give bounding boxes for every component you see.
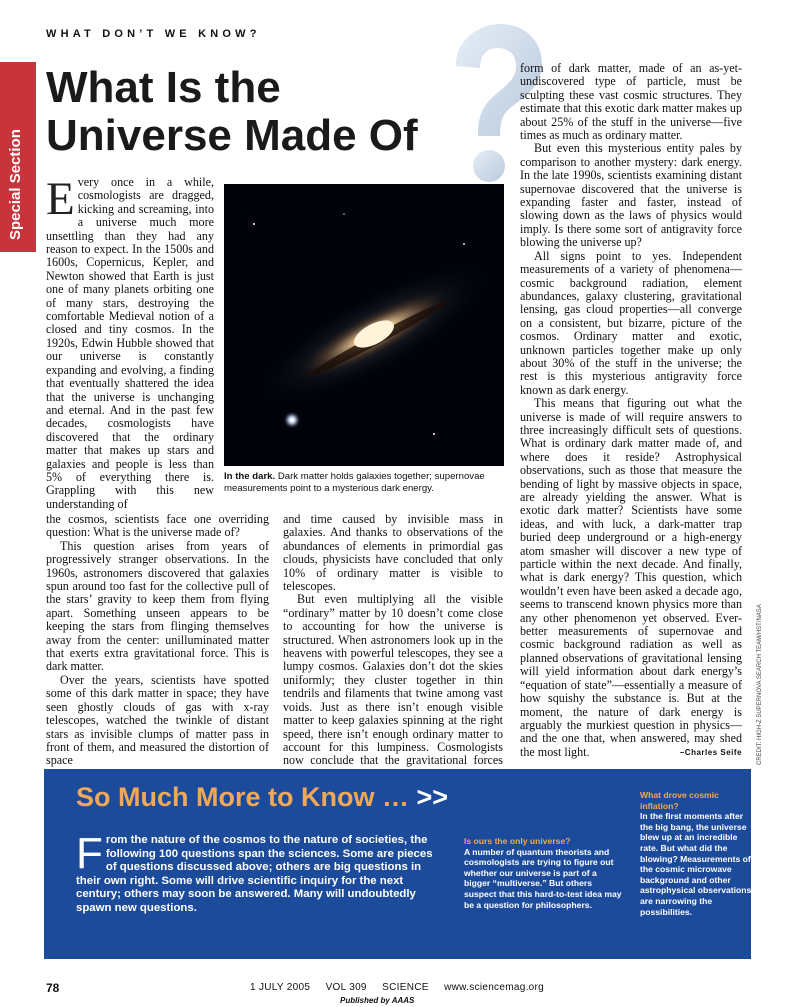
- galaxy-photo: [224, 184, 504, 466]
- paragraph: Over the years, scientists have spotted some of this dark matter in space; they have seen ghostly clouds of gas with x-ray telescopes, watched the twinkle of distant stars as invisible clumps of matter pass in front of them, and measured the distortion of space: [46, 672, 269, 768]
- article-column-1-bottom: [46, 513, 269, 768]
- paragraph: This question arises from years of progressively stranger observations. In the 1960s, astronomers discovered that galaxies spun around too fast for the collective pull of the stars’ gravity to keep them from flying apart. Something unseen appears to be keeping the stars from flinging themselves away from the center: unilluminated matter that exerts extra gravitational force. This is dark matter.: [46, 538, 269, 674]
- publisher-line: Published by AAAS: [340, 996, 415, 1005]
- paragraph: But even multiplying all the visible “ordinary” matter by 10 doesn’t come close to accounting for how the universe is structured. When astronomers look up in the heavens with powerful telescopes, they see a lumpy cosmos. Galaxies don’t dot the skies uniformly; they cluster together in thin tendrils and filaments that twine among vast voids. Just as there isn’t enough visible matter to keep galaxies spinning at the right speed, there isn’t enough ordinary matter to account for this lumpiness. Cosmologists now conclude that the gravitational forces: [283, 592, 503, 768]
- galaxy-image: [224, 184, 504, 466]
- paragraph: and time caused by invisible mass in galaxies. And thanks to observations of the abundances of elements in primordial gas clouds, physicists have concluded that only 10% of ordinary matter is visible to telescopes.: [283, 512, 503, 594]
- question-box-only-universe: [464, 836, 624, 910]
- special-section-tab: [0, 62, 36, 252]
- caption-lead: In the dark.: [224, 471, 276, 482]
- banner-intro-text: rom the nature of the cosmos to the nature of societies, the following 100 questions span the sciences. Some are pieces of questions discussed above; others are big questions in their own right. Some will drive scientific inquiry for the next century; others may soon be answered. Many will undoubtedly spawn new questions.: [76, 834, 433, 914]
- banner-drop-cap: F: [76, 829, 103, 878]
- paragraph: But even this mysterious entity pales by comparison to another mystery: dark energy. In the late 1990s, scientists examining distant supernovae discovered that the universe is expanding faster and faster, instead of slowing down as the laws of physics would imply. Is there some sort of antigravity force blowing the universe up?: [520, 141, 742, 250]
- drop-cap: E: [46, 173, 75, 225]
- banner-heading-text: So Much More to Know …: [76, 782, 409, 812]
- question-box-cosmic-inflation: [640, 790, 752, 917]
- paragraph: very once in a while, cosmologists are dragged, kicking and screaming, into a universe much more unsettling than they had any reason to expect. In the 1500s and 1600s, Copernicus, Kepler, and Newton showed that Earth is just one of many planets orbiting one of many stars, destroying the comfortable Medieval notion of a closed and tiny cosmos. In the 1920s, Edwin Hubble showed that our universe is constantly expanding and evolving, a finding that eventually shattered the idea that the universe is unchanging and eternal. And in the past few decades, cosmologists have discovered that the ordinary matter that makes up stars and galaxies and people is less than 5% of everything there is. Grappling with this new understanding of: [46, 175, 214, 511]
- question-text: In the first moments after the big bang, the universe blew up at an incredible rate. But what did the blowing? Measurements of the cosmic microwave background and other astrophysical observations are narrowing the possibilities.: [640, 811, 752, 917]
- double-arrow-icon: >>: [416, 782, 449, 812]
- caption-text: Dark matter holds galaxies together; supernovae measurements point to a mysterious dark energy.: [224, 471, 485, 494]
- banner-heading: [76, 782, 448, 813]
- article-column-2: [283, 513, 503, 781]
- paragraph: form of dark matter, made of an as-yet-undiscovered type of particle, must be sculpting these vast cosmic structures. They estimate that this exotic dark matter makes up about 25% of the stuff in the universe—five times as much as ordinary matter.: [520, 61, 742, 143]
- question-text: A number of quantum theorists and cosmologists are trying to figure out whether our universe is part of a bigger “multiverse.” But others suspect that this hard-to-test idea may be a question for philosophers.: [464, 846, 622, 910]
- photo-credit: CREDIT: HIGH-Z SUPERNOVA SEARCH TEAM/HST/NASA: [757, 604, 763, 765]
- question-heading: What drove cosmic inflation?: [640, 790, 719, 811]
- paragraph: the cosmos, scientists face one overriding question: What is the universe made of?: [46, 512, 269, 540]
- page-number: 78: [46, 981, 60, 995]
- byline: –Charles Seife: [679, 747, 742, 757]
- banner-intro: [76, 829, 446, 916]
- section-tab-label: Special Section: [7, 129, 24, 240]
- issue-line: 1 JULY 2005 VOL 309 SCIENCE www.sciencemag.org: [250, 982, 545, 993]
- paragraph-text: This means that figuring out what the universe is made of will require answers to three increasingly difficult sets of questions. What is ordinary dark matter made of, and where does it reside? Astrophysical observations, such as those that measure the bending of light by massive objects in space, are already yielding the answer. What is exotic dark matter? Scientists have some ideas, and with luck, a dark-matter trap buried deep underground or a high-energy atom smasher will discover a new type of particle within the next decade. And finally, what is dark energy? This question, which wouldn’t even have been asked a decade ago, seems to transcend known physics more than any other phenomenon yet observed. Ever-better measurements of supernovae and cosmic background radiation as well as planned observations of gravitational lensing will yield information about dark energy’s “equation of state”—essentially a measure of how squishy the substance is. But at the moment, the nature of dark energy is arguably the murkiest question in physics—and the one that, when answered, may shed the most light.: [520, 396, 742, 759]
- article-title: What Is the Universe Made Of: [46, 63, 418, 160]
- figure-caption: [224, 471, 506, 494]
- question-heading: Is ours the only universe?: [464, 836, 571, 846]
- paragraph: [520, 397, 742, 759]
- article-column-3: [520, 62, 742, 759]
- section-kicker: WHAT DON’T WE KNOW?: [46, 28, 261, 40]
- article-column-1-top: [46, 173, 214, 511]
- paragraph: All signs point to yes. Independent measurements of a variety of phenomena—cosmic background radiation, element abundances, galaxy clustering, gravitational lensing, gas cloud properties—all converge on a consistent, but bizarre, picture of the cosmos. Ordinary matter and exotic, unknown particles together make up only about 30% of the stuff in the universe; the rest is this mysterious antigravity force known as dark energy.: [520, 248, 742, 397]
